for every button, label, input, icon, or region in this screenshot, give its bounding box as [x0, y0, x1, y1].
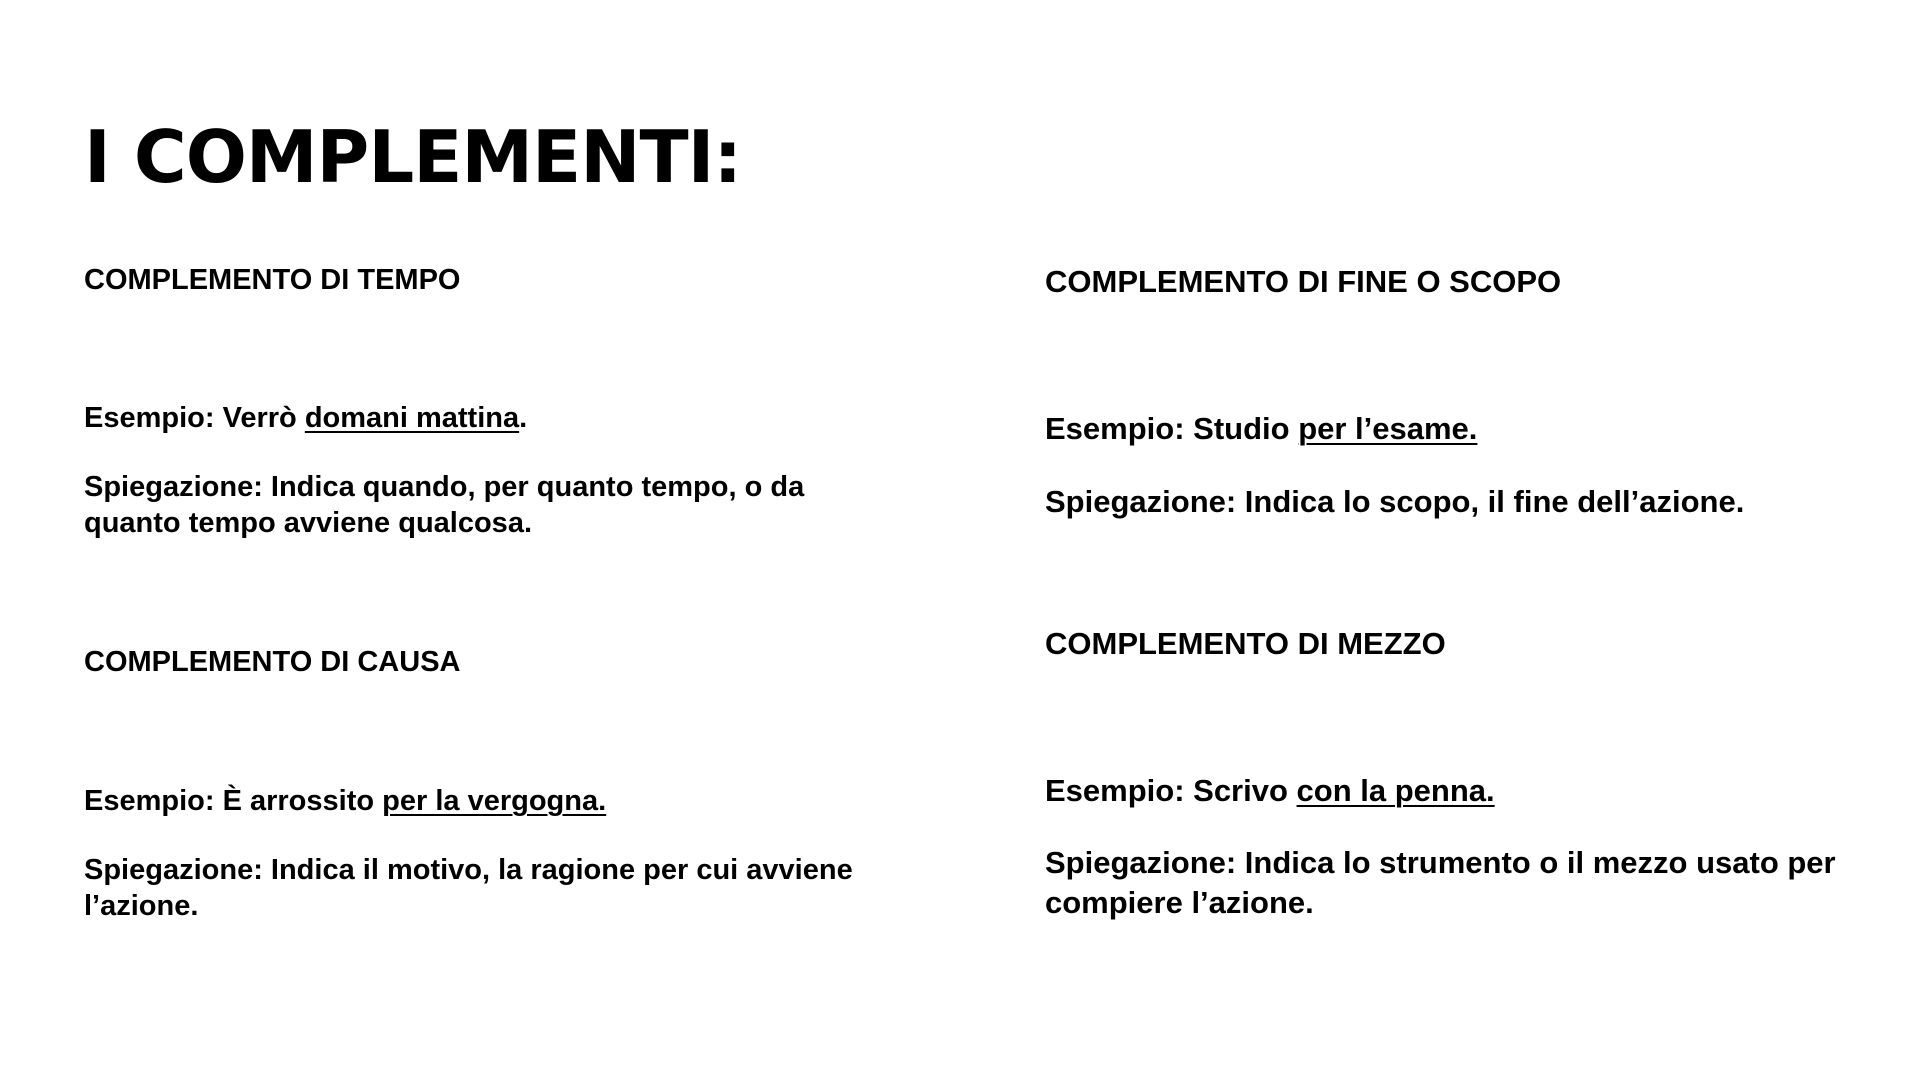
example-suffix: .: [519, 402, 528, 434]
example-underlined: con la penna.: [1296, 773, 1495, 808]
explanation-text: Spiegazione: Indica quando, per quanto tempo, o da quanto tempo avviene qualcosa.: [84, 471, 805, 539]
example-prefix: Esempio: Studio: [1045, 411, 1299, 446]
example-prefix: Esempio: Verrò: [84, 402, 305, 434]
heading-text: COMPLEMENTO DI TEMPO: [84, 264, 461, 296]
example-fine: [1045, 409, 1477, 449]
example-prefix: Esempio: È arrossito: [84, 785, 383, 817]
explanation-fine: [1045, 482, 1865, 522]
example-underlined: domani mattina: [304, 402, 520, 434]
heading-text: COMPLEMENTO DI CAUSA: [84, 646, 461, 678]
example-mezzo: [1045, 771, 1495, 811]
example-line: [84, 783, 606, 819]
heading-text: COMPLEMENTO DI FINE O SCOPO: [1045, 264, 1562, 299]
explanation-tempo: [84, 469, 884, 541]
explanation-text: Spiegazione: Indica lo strumento o il mezzo usato per compiere l’azione.: [1045, 845, 1836, 920]
section-heading-causa: [84, 644, 460, 680]
section-heading-mezzo: [1045, 626, 1446, 662]
page-title: I COMPLEMENTI:: [84, 115, 742, 199]
explanation-causa: [84, 852, 914, 924]
example-line: [84, 400, 527, 436]
section-heading-fine: [1045, 264, 1561, 300]
explanation-mezzo: [1045, 843, 1865, 923]
example-line: [1045, 771, 1495, 811]
example-underlined: per l’esame.: [1298, 411, 1478, 446]
example-tempo: [84, 400, 527, 436]
example-underlined: per la vergogna.: [382, 785, 607, 817]
example-prefix: Esempio: Scrivo: [1045, 773, 1297, 808]
explanation-text: Spiegazione: Indica il motivo, la ragione per cui avviene l’azione.: [84, 854, 853, 922]
example-line: [1045, 409, 1477, 449]
example-causa: [84, 783, 606, 819]
explanation-text: Spiegazione: Indica lo scopo, il fine dell’azione.: [1045, 484, 1745, 519]
heading-text: COMPLEMENTO DI MEZZO: [1045, 626, 1446, 661]
section-heading-tempo: [84, 262, 460, 298]
